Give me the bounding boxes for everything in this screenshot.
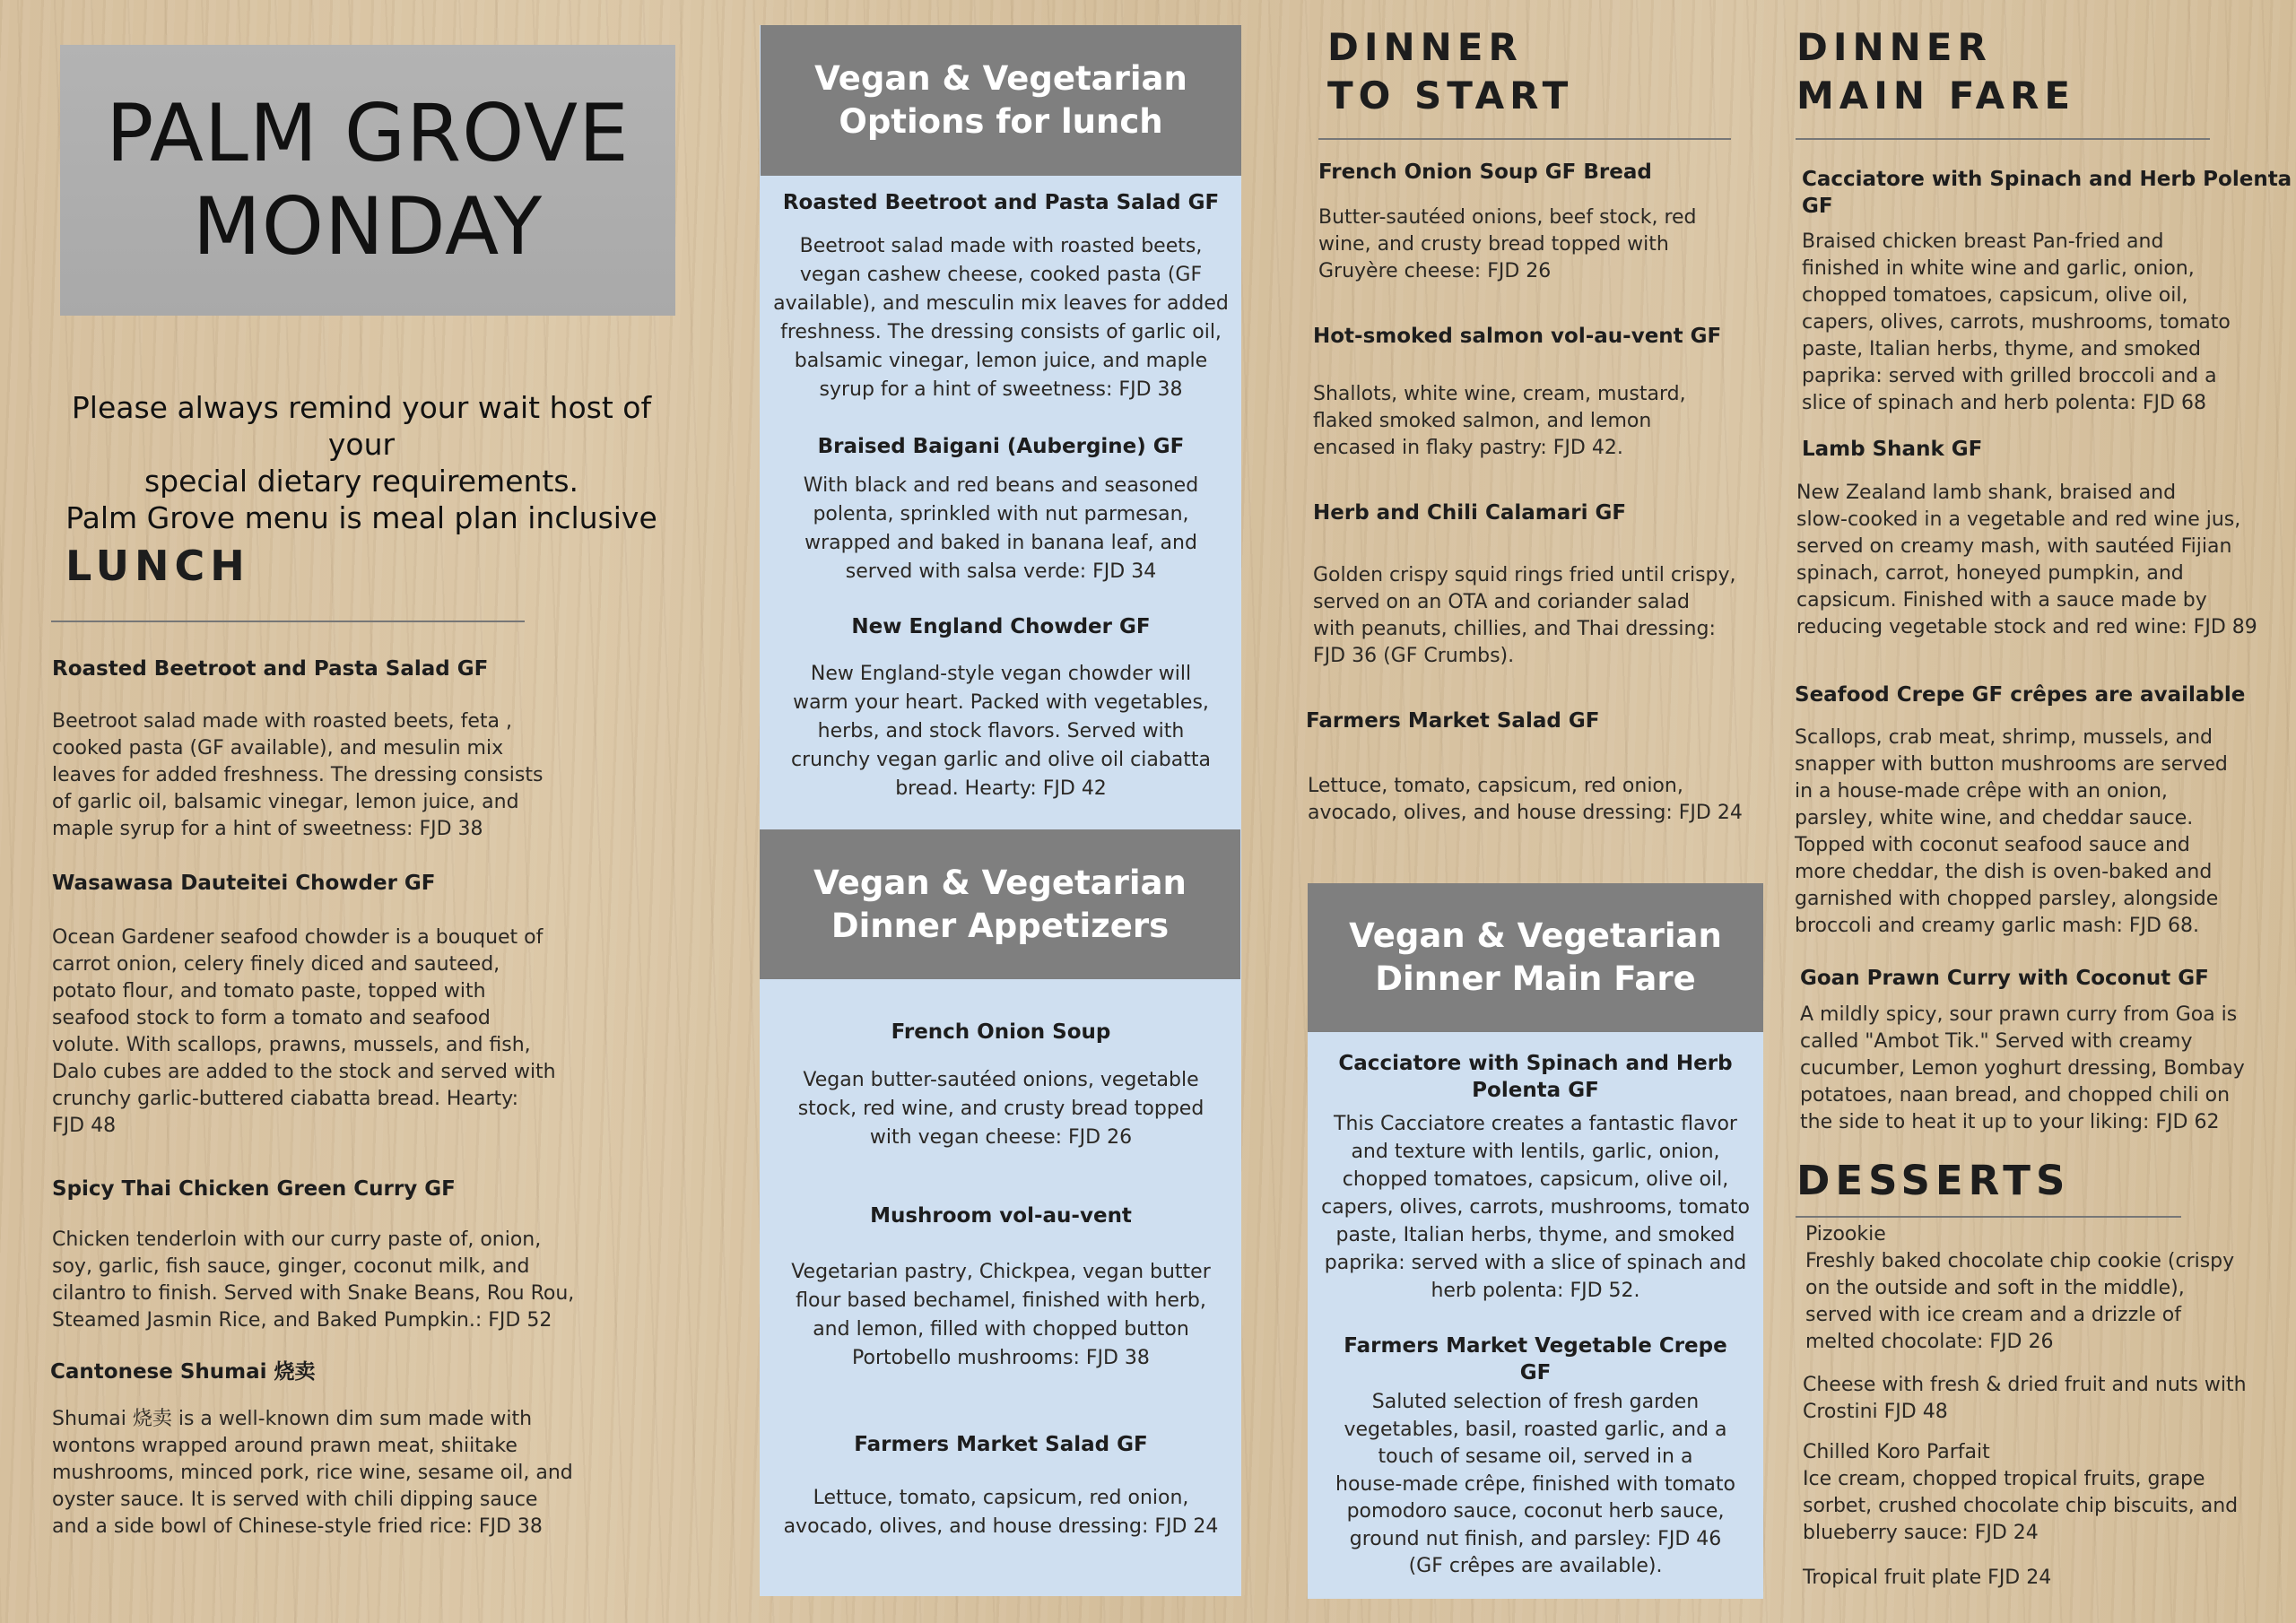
vegan-main-heading	[1308, 883, 1763, 1032]
heading-line: Vegan & Vegetarian	[1349, 916, 1722, 955]
lunch-dish-name: Wasawasa Dauteitei Chowder GF	[52, 872, 436, 895]
dietary-notice	[36, 389, 687, 536]
vegan-appetizer-name: Farmers Market Salad GF	[854, 1433, 1148, 1456]
dinner-main-dish-desc: A mildly spicy, sour prawn curry from Goa is called "Ambot Tik." Served with creamy cucumber, Lemon yoghurt dressing, Bombay potatoes, naan bread, and chopped chili on the side to heat it up to your liking: FJD 62	[1800, 1003, 2245, 1133]
vegan-appetizer-name: Mushroom vol-au-vent	[870, 1204, 1132, 1228]
dessert-item: Cheese with fresh & dried fruit and nuts with Crostini FJD 48	[1803, 1374, 2247, 1423]
lunch-dish-desc: Ocean Gardener seafood chowder is a bouquet of carrot onion, celery finely diced and sauteed, potato flour, and tomato paste, topped with seafood stock to form a tomato and seafood volute. With scallops, prawns, mussels, and fish, Dalo cubes are added to the stock and served with crunchy garlic-buttered ciabatta bread. Hearty: FJD 48	[52, 926, 556, 1137]
dessert-item: Tropical fruit plate FJD 24	[1803, 1567, 2052, 1589]
vegan-appetizer-desc: Vegan butter-sautéed onions, vegetable stock, red wine, and crusty bread topped with vegan cheese: FJD 26	[797, 1069, 1205, 1149]
lunch-divider	[51, 621, 525, 622]
heading-line: Vegan & Vegetarian	[814, 59, 1187, 98]
page-title-line2: MONDAY	[192, 180, 544, 273]
dinner-main-dish-name: Cacciatore with Spinach and Herb Polenta GF	[1802, 168, 2292, 218]
lunch-dish-name: Cantonese Shumai 烧卖	[50, 1360, 316, 1384]
dinner-start-divider	[1318, 138, 1731, 140]
title-box	[60, 45, 675, 316]
dinner-start-dish-desc: Lettuce, tomato, capsicum, red onion, avocado, olives, and house dressing: FJD 24	[1308, 775, 1743, 824]
dinner-main-dish-desc: Braised chicken breast Pan-fried and finished in white wine and garlic, onion, chopped tomatoes, capsicum, olive oil, capers, olives, carrots, mushrooms, tomato paste, Italian herbs, thyme, and smoked paprika: served with grilled broccoli and a slice of spinach and herb polenta: FJD 68	[1802, 230, 2231, 414]
dinner-start-dish-name: Farmers Market Salad GF	[1306, 709, 1600, 733]
vegan-main-dish-name: Cacciatore with Spinach and Herb Polenta GF	[1338, 1052, 1733, 1102]
heading-line: Vegan & Vegetarian	[813, 863, 1187, 902]
dinner-main-dish-desc: Scallops, crab meat, shrimp, mussels, and snapper with button mushrooms are served in a house-made crêpe with an onion, parsley, white wine, and cheddar sauce. Topped with coconut seafood sauce and more cheddar, the dish is oven-baked and garnished with chopped parsley, alongside broccoli and creamy garlic mash: FJD 68.	[1795, 726, 2228, 937]
dessert-item: Chilled Koro Parfait Ice cream, chopped tropical fruits, grape sorbet, crushed chocolate chip biscuits, and blueberry sauce: FJD 24	[1803, 1441, 2239, 1544]
vegan-appetizers-heading	[760, 829, 1240, 979]
vegan-appetizer-desc: Vegetarian pastry, Chickpea, vegan butter flour based bechamel, finished with herb, and lemon, filled with chopped button Portobello mushrooms: FJD 38	[791, 1261, 1211, 1369]
heading-line: Options for lunch	[839, 102, 1163, 141]
lunch-dish-desc: Beetroot salad made with roasted beets, feta , cooked pasta (GF available), and mesulin mix leaves for added freshness. The dressing consists of garlic oil, balsamic vinegar, lemon juice, and maple syrup for a hint of sweetness: FJD 38	[52, 710, 544, 840]
vegan-lunch-heading	[761, 25, 1241, 176]
lunch-dish-name: Spicy Thai Chicken Green Curry GF	[52, 1177, 456, 1201]
desserts-heading: DESSERTS	[1796, 1157, 2071, 1204]
dinner-start-dish-desc: Butter-sautéed onions, beef stock, red wine, and crusty bread topped with Gruyère cheese: FJD 26	[1318, 206, 1697, 282]
dessert-item: Pizookie Freshly baked chocolate chip cookie (crispy on the outside and soft in the middle), served with ice cream and a drizzle of melted chocolate: FJD 26	[1805, 1223, 2235, 1353]
dinner-start-dish-name: Hot-smoked salmon vol-au-vent GF	[1313, 325, 1722, 348]
vegan-appetizer-desc: Lettuce, tomato, capsicum, red onion, avocado, olives, and house dressing: FJD 24	[783, 1487, 1219, 1538]
heading-line: Dinner Main Fare	[1375, 959, 1696, 998]
dinner-start-dish-name: Herb and Chili Calamari GF	[1313, 501, 1627, 525]
vegan-lunch-dish-desc: New England-style vegan chowder will warm your heart. Packed with vegetables, herbs, and stock flavors. Served with crunchy vegan garlic and olive oil ciabatta bread. Hearty: FJD 42	[791, 663, 1211, 800]
heading-line: TO START	[1327, 74, 1574, 117]
dinner-main-heading	[1796, 23, 2075, 120]
vegan-main-dish-desc: Saluted selection of fresh garden vegetables, basil, roasted garlic, and a touch of sesame oil, served in a house-made crêpe, finished with tomato pomodoro sauce, coconut herb sauce, ground nut finish, and parsley: FJD 46 (GF crêpes are available).	[1335, 1391, 1735, 1577]
dinner-main-dish-name: Seafood Crepe GF crêpes are available	[1795, 683, 2246, 707]
dinner-main-dish-desc: New Zealand lamb shank, braised and slow-cooked in a vegetable and red wine jus, served on creamy mash, with sautéed Fijian spinach, carrot, honeyed pumpkin, and capsicum. Finished with a sauce made by reducing vegetable stock and red wine: FJD 89	[1796, 482, 2257, 638]
vegan-appetizer-name: French Onion Soup	[891, 1020, 1111, 1044]
vegan-lunch-dish-desc: Beetroot salad made with roasted beets, vegan cashew cheese, cooked pasta (GF available), and mesculin mix leaves for added freshness. The dressing consists of garlic oil, balsamic vinegar, lemon juice, and maple syrup for a hint of sweetness: FJD 38	[773, 235, 1229, 401]
dinner-main-dish-name: Goan Prawn Curry with Coconut GF	[1800, 967, 2209, 990]
vegan-lunch-dish-desc: With black and red beans and seasoned polenta, sprinkled with nut parmesan, wrapped and baked in banana leaf, and served with salsa verde: FJD 34	[803, 474, 1199, 583]
heading-line: DINNER	[1796, 25, 1992, 69]
vegan-lunch-dish-name: New England Chowder GF	[851, 615, 1151, 638]
lunch-dish-desc: Chicken tenderloin with our curry paste of, onion, soy, garlic, fish sauce, ginger, coconut milk, and cilantro to finish. Served with Snake Beans, Rou Rou, Steamed Jasmin Rice, and Baked Pumpkin.: FJD 52	[52, 1228, 575, 1332]
dinner-main-dish-name: Lamb Shank GF	[1802, 438, 1983, 461]
dinner-start-heading	[1327, 23, 1573, 120]
page-title-line1: PALM GROVE	[106, 87, 630, 179]
dinner-main-divider	[1796, 138, 2210, 140]
desserts-divider	[1796, 1216, 2181, 1218]
vegan-lunch-dish-name: Braised Baigani (Aubergine) GF	[817, 435, 1185, 458]
notice-line: Palm Grove menu is meal plan inclusive	[65, 500, 657, 535]
heading-line: MAIN FARE	[1796, 74, 2076, 117]
vegan-lunch-dish-name: Roasted Beetroot and Pasta Salad GF	[782, 191, 1220, 214]
vegan-main-dish-desc: This Cacciatore creates a fantastic flavor and texture with lentils, garlic, onion, chopped tomatoes, capsicum, olive oil, capers, olives, carrots, mushrooms, tomato paste, Italian herbs, thyme, and smoked paprika: served with a slice of spinach and herb polenta: FJD 52.	[1321, 1113, 1750, 1302]
lunch-heading: LUNCH	[65, 542, 250, 590]
heading-line: Dinner Appetizers	[831, 906, 1170, 945]
dinner-start-dish-name: French Onion Soup GF Bread	[1318, 161, 1652, 184]
notice-line: Please always remind your wait host of your	[71, 390, 652, 462]
lunch-dish-name: Roasted Beetroot and Pasta Salad GF	[52, 657, 489, 681]
vegan-main-dish-name: Farmers Market Vegetable Crepe GF	[1344, 1334, 1727, 1384]
heading-line: DINNER	[1327, 25, 1523, 69]
notice-line: special dietary requirements.	[144, 464, 579, 499]
dinner-start-dish-desc: Golden crispy squid rings fried until crispy, served on an OTA and coriander salad with peanuts, chillies, and Thai dressing: FJD 36 (GF Crumbs).	[1313, 564, 1736, 667]
dinner-start-dish-desc: Shallots, white wine, cream, mustard, flaked smoked salmon, and lemon encased in flaky pastry: FJD 42.	[1313, 383, 1686, 459]
lunch-dish-desc: Shumai 烧卖 is a well-known dim sum made with wontons wrapped around prawn meat, shiitake mushrooms, minced pork, rice wine, sesame oil, and oyster sauce. It is served with chili dipping sauce and a side bowl of Chinese-style fried rice: FJD 38	[52, 1408, 573, 1538]
